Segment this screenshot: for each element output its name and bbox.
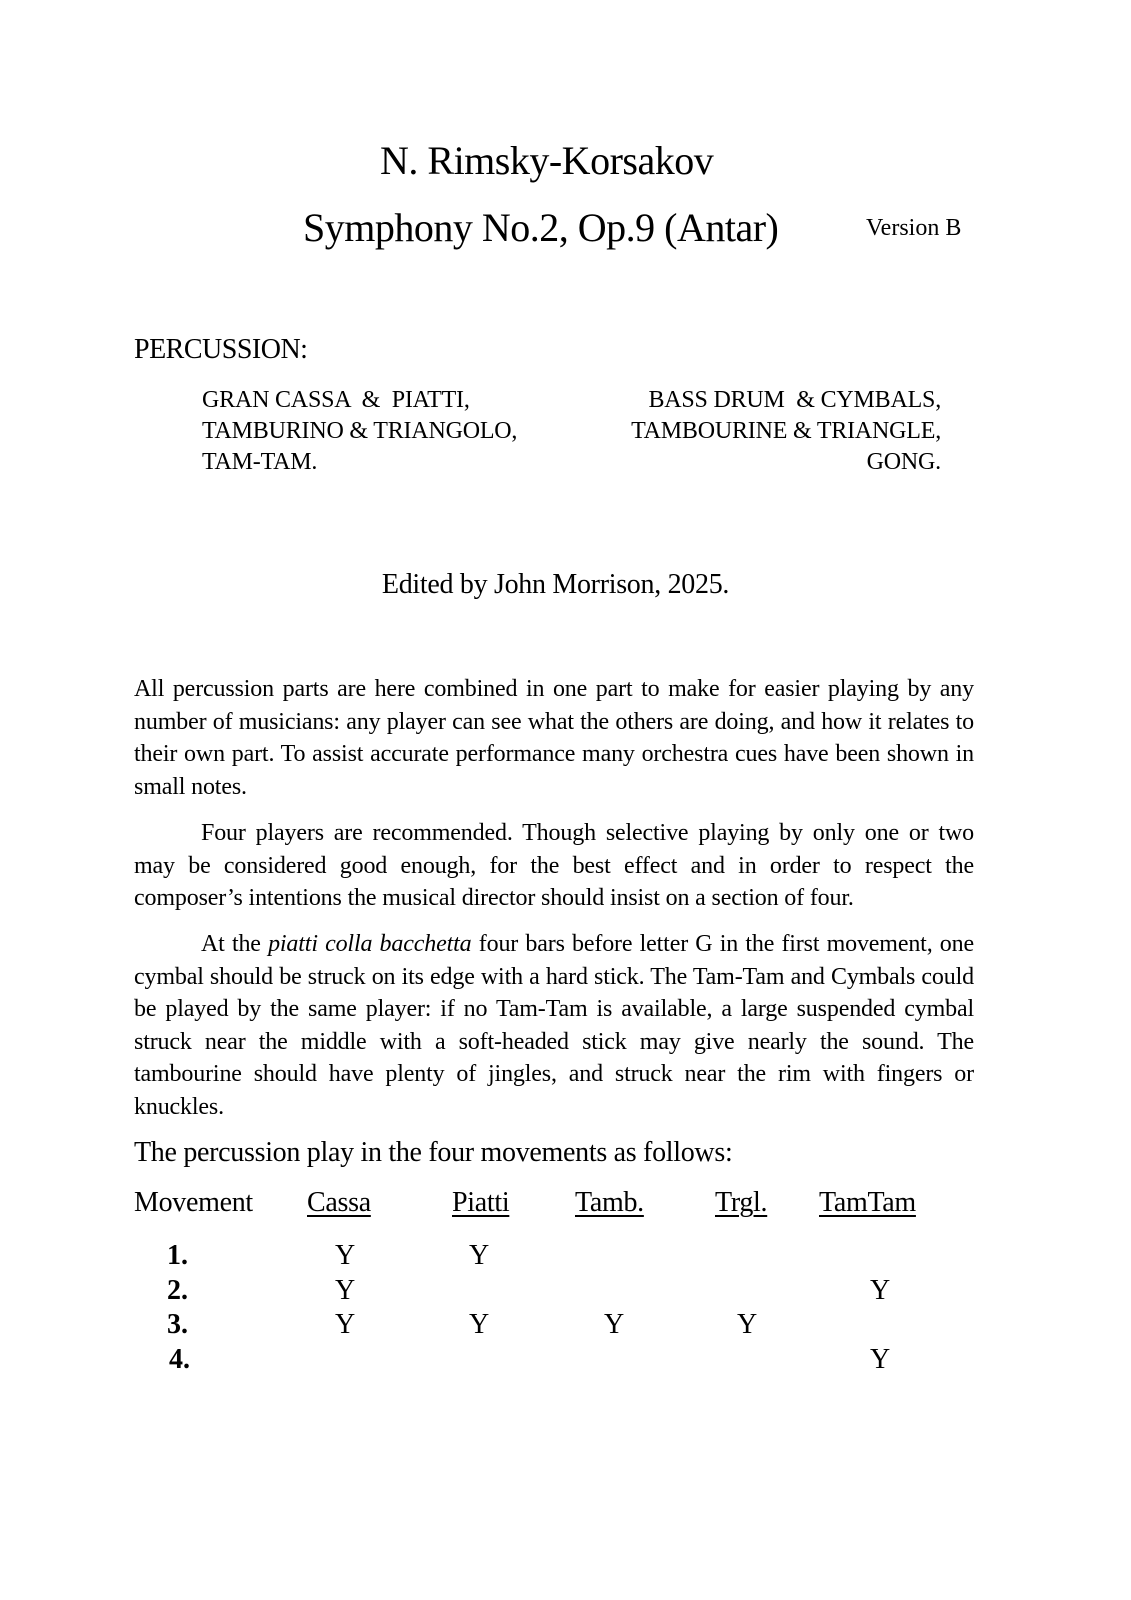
- cell-tamb: Y: [604, 1309, 625, 1340]
- cell-cassa: Y: [335, 1240, 356, 1271]
- technique-paragraph: [134, 928, 974, 1123]
- cell-trgl: Y: [737, 1309, 758, 1340]
- cell-tamtam: Y: [870, 1344, 891, 1375]
- movement-number: 3.: [167, 1309, 188, 1340]
- instrument-line: TAMBOURINE & TRIANGLE,: [631, 418, 941, 444]
- column-header-cassa: Cassa: [307, 1187, 371, 1218]
- percussion-heading: PERCUSSION:: [134, 334, 308, 365]
- column-header-tamtam: TamTam: [819, 1187, 916, 1218]
- table-heading: The percussion play in the four movements as follows:: [134, 1137, 733, 1168]
- players-paragraph: Four players are recommended. Though selective playing by only one or two may be considered good enough, for the best effect and in order to respect the composer’s intentions the musical director should insist on a section of four.: [134, 820, 974, 911]
- instrument-list-english: [631, 385, 941, 478]
- instrument-line: BASS DRUM & CYMBALS,: [648, 387, 941, 413]
- composer-name: N. Rimsky-Korsakov: [380, 138, 714, 183]
- intro-paragraph: All percussion parts are here combined in one part to make for easier playing by any number of musicians: any player can see what the others are doing, and how it relates to their own part. To assist accurate performance many orchestra cues have been shown in small notes.: [134, 676, 974, 800]
- instrument-list-italian: [202, 385, 517, 478]
- text: At the: [201, 931, 269, 957]
- column-header-movement: Movement: [134, 1187, 253, 1218]
- cell-tamtam: Y: [870, 1275, 891, 1306]
- instrument-line: TAMBURINO & TRIANGOLO,: [202, 418, 518, 444]
- movement-number: 1.: [167, 1240, 188, 1271]
- version-label: Version B: [866, 215, 962, 241]
- instrument-line: TAM-TAM.: [202, 449, 318, 475]
- column-header-tamb: Tamb.: [575, 1187, 644, 1218]
- cell-piatti: Y: [469, 1309, 490, 1340]
- instrument-line: GRAN CASSA & PIATTI,: [202, 387, 470, 413]
- cell-cassa: Y: [335, 1309, 356, 1340]
- cell-piatti: Y: [469, 1240, 490, 1271]
- movement-number: 2.: [167, 1275, 188, 1306]
- italic-term: piatti colla bacchetta: [268, 931, 472, 957]
- column-header-trgl: Trgl.: [715, 1187, 768, 1218]
- editor-credit: Edited by John Morrison, 2025.: [381, 569, 730, 600]
- cell-cassa: Y: [335, 1275, 356, 1306]
- text: four bars before letter G in the first movement, one cymbal should be struck on its edge with a hard stick. The Tam-Tam and Cymbals could be played by the same player: if no Tam-Tam is available, a large suspended cymbal struck near the middle with a soft-headed stick may give nearly the sound. The tambourine should have plenty of jingles, and struck near the rim with fingers or knuckles.: [134, 931, 974, 1120]
- movement-number: 4.: [169, 1344, 190, 1375]
- column-header-piatti: Piatti: [452, 1187, 510, 1218]
- instrument-line: GONG.: [866, 449, 941, 475]
- work-title: Symphony No.2, Op.9 (Antar): [303, 205, 779, 250]
